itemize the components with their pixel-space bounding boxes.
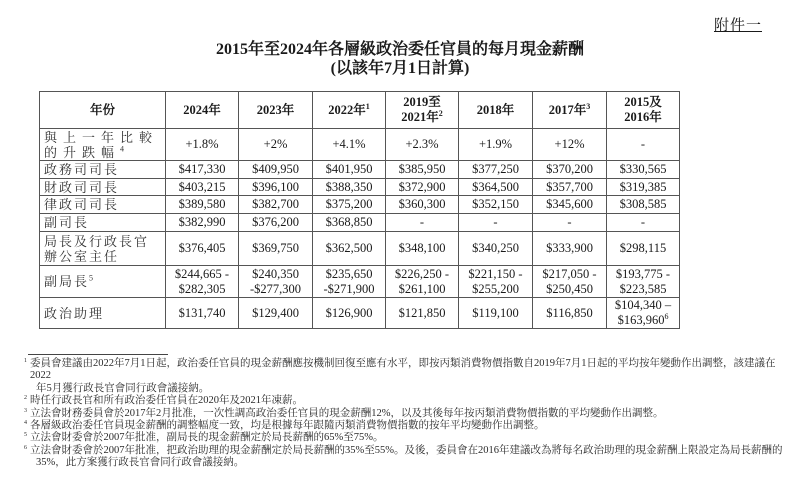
document-title: 2015年至2024年各層級政治委任官員的每月現金薪酬	[215, 41, 584, 58]
cell: +4.1%	[313, 129, 386, 161]
cell: $388,350	[313, 179, 386, 196]
footnote-5: 5 立法會財委會於2007年批准，副局長的現金薪酬定於局長薪酬的65%至75%。	[24, 432, 384, 444]
footnote-6-cont: 35%，此方案獲行政長官會同行政會議接納。	[36, 457, 245, 469]
cell: $376,200	[239, 214, 313, 232]
cell: $396,100	[239, 179, 313, 196]
cell: -	[386, 214, 459, 232]
cell: $389,580	[166, 196, 239, 214]
footnote-2: 2 時任行政長官和所有政治委任官員在2020年及2021年凍薪。	[24, 395, 303, 407]
cell: $348,100	[386, 232, 459, 266]
table-row	[40, 298, 680, 329]
table-row	[40, 196, 680, 214]
cell: $370,200	[533, 161, 607, 179]
table-row	[40, 214, 680, 232]
cell: $382,700	[239, 196, 313, 214]
cell: $375,200	[313, 196, 386, 214]
header-col-2019-2021: 2019至 2021年$^2$	[386, 92, 459, 129]
table-row-change	[40, 129, 680, 161]
cell: $369,750	[239, 232, 313, 266]
row-label: 律政司司長	[40, 196, 166, 214]
row-label: 政治助理	[40, 298, 166, 329]
cell: $403,215	[166, 179, 239, 196]
cell: +12%	[533, 129, 607, 161]
cell: $376,405	[166, 232, 239, 266]
cell: $340,250	[459, 232, 533, 266]
cell: $308,585	[607, 196, 680, 214]
header-col-2018: 2018年	[459, 92, 533, 129]
cell: +1.8%	[166, 129, 239, 161]
header-col-2023: 2023年	[239, 92, 313, 129]
cell: $244,665 - $282,305	[166, 266, 239, 298]
cell: $298,115	[607, 232, 680, 266]
cell: $385,950	[386, 161, 459, 179]
cell: $217,050 - $250,450	[533, 266, 607, 298]
table-row	[40, 161, 680, 179]
cell: $364,500	[459, 179, 533, 196]
cell: $401,950	[313, 161, 386, 179]
row-label: 與上一年比較的升跌幅$^4$	[40, 129, 166, 161]
cell: $345,600	[533, 196, 607, 214]
row-label: 局長及行政長官辦公室主任	[40, 232, 166, 266]
table-row	[40, 179, 680, 196]
cell: $377,250	[459, 161, 533, 179]
cell: $116,850	[533, 298, 607, 329]
cell: $121,850	[386, 298, 459, 329]
header-col-2015-2016: 2015及 2016年	[607, 92, 680, 129]
cell: $352,150	[459, 196, 533, 214]
footnote-1: 1 委員會建議由2022年7月1日起，政治委任官員的現金薪酬應按機制回復至應有水平，即按丙類消費物價指數自2019年7月1日起的平均按年變動作出調整，該建議在2022	[24, 358, 776, 382]
cell: $333,900	[533, 232, 607, 266]
cell: $193,775 - $223,585	[607, 266, 680, 298]
cell: +1.9%	[459, 129, 533, 161]
cell: $319,385	[607, 179, 680, 196]
cell: $226,250 - $261,100	[386, 266, 459, 298]
cell: $417,330	[166, 161, 239, 179]
cell: $360,300	[386, 196, 459, 214]
row-label: 副局長$^5$	[40, 266, 166, 298]
salary-table	[39, 91, 680, 329]
annex-label: 附件一	[713, 18, 762, 34]
footnote-6: 6 立法會財委會於2007年批准，把政治助理的現金薪酬定於局長薪酬的35%至55%。及後，委員會在2016年建議改為將每名政治助理的現金薪酬上限設定為局長薪酬的	[24, 444, 783, 456]
cell: $129,400	[239, 298, 313, 329]
cell: $119,100	[459, 298, 533, 329]
cell: $126,900	[313, 298, 386, 329]
cell: $104,340 – $163,960$^6$	[607, 298, 680, 329]
header-col-2017: 2017年$^3$	[533, 92, 607, 129]
cell: $240,350 -$277,300	[239, 266, 313, 298]
cell: -	[459, 214, 533, 232]
header-year-label: 年份	[40, 92, 166, 129]
cell: $131,740	[166, 298, 239, 329]
cell: -	[533, 214, 607, 232]
cell: $368,850	[313, 214, 386, 232]
cell: $357,700	[533, 179, 607, 196]
header-col-2024: 2024年	[166, 92, 239, 129]
header-col-2022: 2022年$^1$	[313, 92, 386, 129]
footnote-separator	[28, 354, 168, 355]
footnote-1-cont: 年5月獲行政長官會同行政會議接納。	[36, 382, 210, 394]
document-subtitle: (以該年7月1日計算)	[330, 60, 470, 77]
cell: $330,565	[607, 161, 680, 179]
footnote-4: 4 各層級政治委任官員現金薪酬的調整幅度一致，均是根據每年跟隨丙類消費物價指數的按年平均變動作出調整。	[24, 420, 545, 432]
row-label: 財政司司長	[40, 179, 166, 196]
cell: $362,500	[313, 232, 386, 266]
header-row	[40, 92, 680, 129]
cell: -	[607, 129, 680, 161]
cell: +2%	[239, 129, 313, 161]
table-row	[40, 232, 680, 266]
cell: $221,150 - $255,200	[459, 266, 533, 298]
table-row	[40, 266, 680, 298]
cell: $382,990	[166, 214, 239, 232]
cell: $235,650 -$271,900	[313, 266, 386, 298]
cell: +2.3%	[386, 129, 459, 161]
row-label: 政務司司長	[40, 161, 166, 179]
footnote-3: 3 立法會財務委員會於2017年2月批准，一次性調高政治委任官員的現金薪酬12%，以及其後每年按丙類消費物價指數的平均變動作出調整。	[24, 407, 664, 419]
cell: -	[607, 214, 680, 232]
cell: $409,950	[239, 161, 313, 179]
row-label: 副司長	[40, 214, 166, 232]
footnotes	[26, 358, 786, 470]
cell: $372,900	[386, 179, 459, 196]
